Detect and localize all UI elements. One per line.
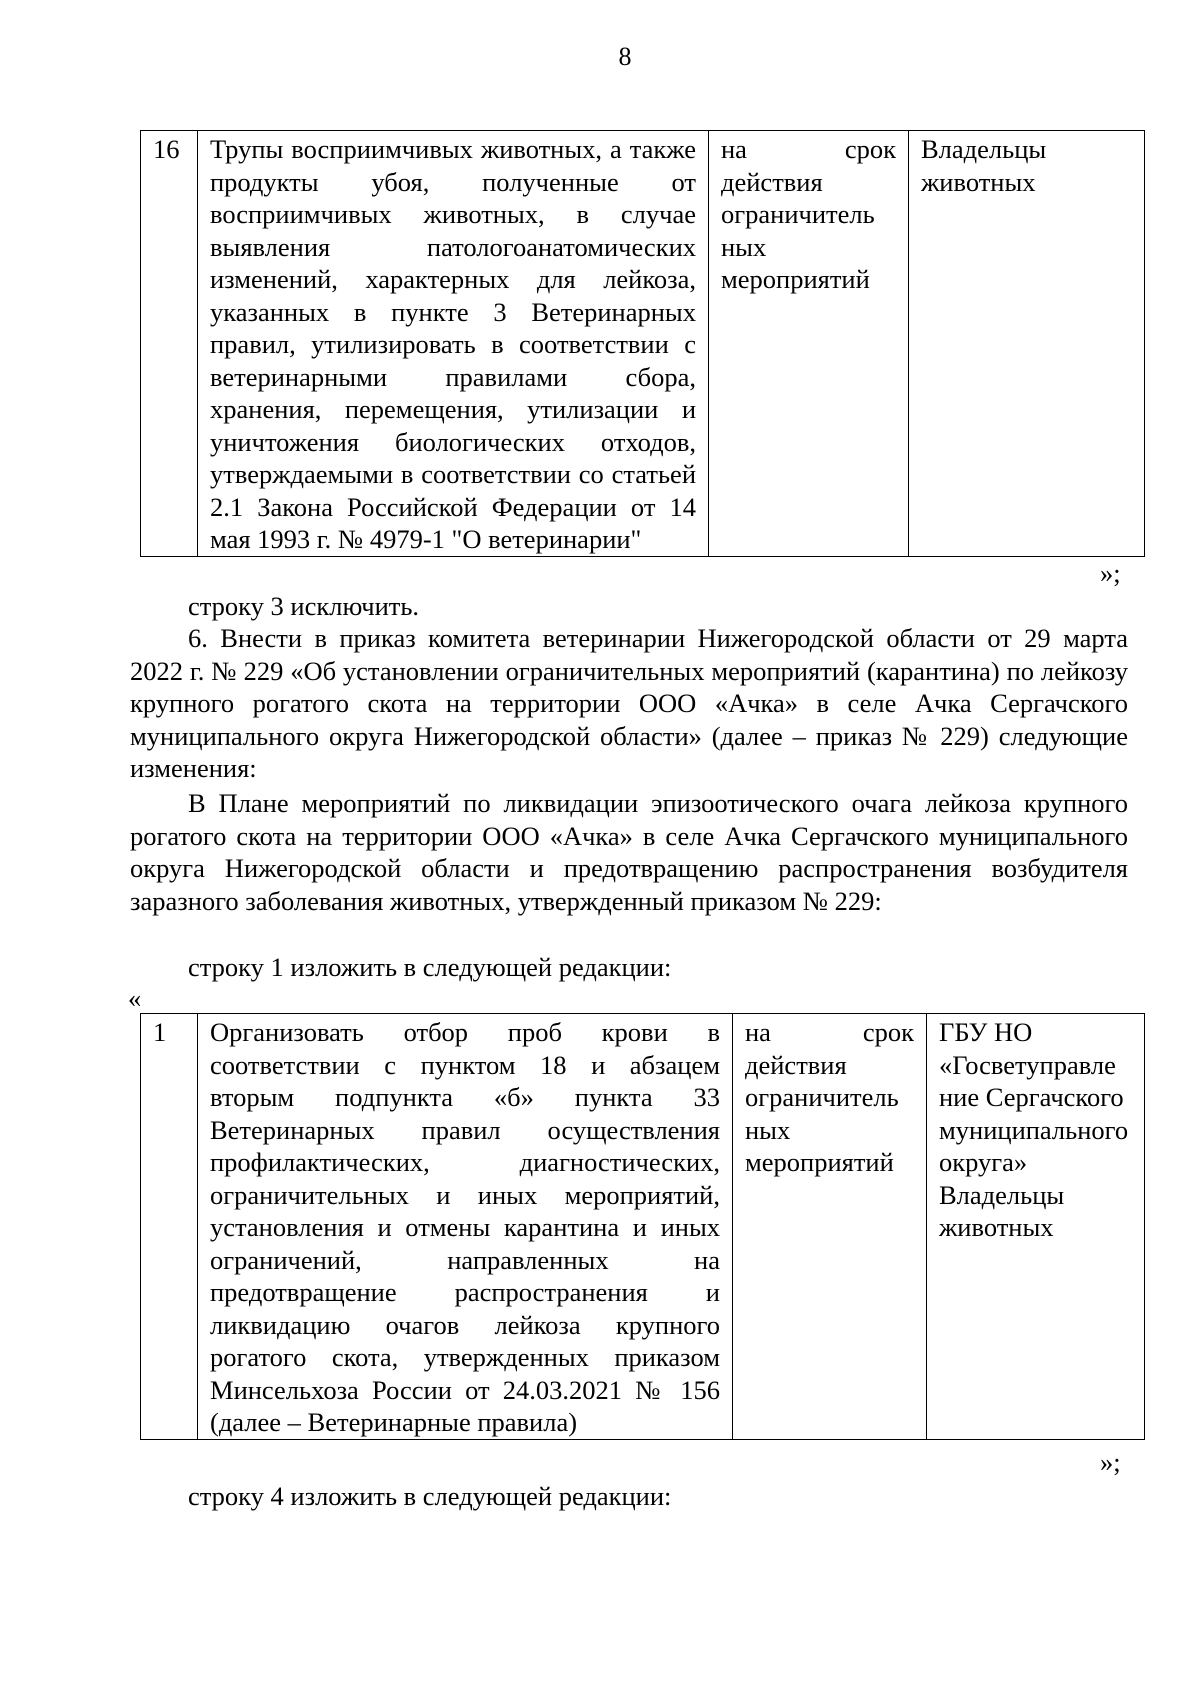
measure-cell: Трупы восприимчивых животных, а также продукты убоя, полученные от восприимчивых животных, в случае выявления патологоанатомических изменений, характерных для лейкоза, указанных в пункте 3 Ветеринарных правил, утилизировать в соответствии с ветеринарными правилами сбора, хранения, перемещения, утилизации и уничтожения биологических отходов, утверждаемыми в соответствии со статьей 2.1 Закона Российской Федерации от 14 мая 1993 г. № 4979-1 "О ветеринарии" (198, 131, 709, 557)
page-number: 8 (618, 42, 632, 71)
responsible-cell: ГБУ НО «Госветуправле ние Сергачского муниципального округа» Владельцы животных (927, 1014, 1145, 1440)
term-cell: на срок действия ограничитель ных мероприятий (709, 131, 909, 557)
closing-quote: »; (1100, 558, 1121, 588)
table-row (141, 1014, 1145, 1440)
paragraph-row-4-instruction: строку 4 изложить в следующей редакции: (188, 1481, 672, 1511)
paragraph-amend-order-229: 6. Внести в приказ комитета ветеринарии Нижегородской области от 29 марта 2022 г. № 229 «Об установлении ограничительных мероприятий (карантина) по лейкозу крупного рогатого скота на территории ООО «Ачка» в селе Ачка Сергачского муниципального округа Нижегородской области» (далее – приказ № 229) следующие изменения: (130, 623, 1128, 783)
measure-cell: Организовать отбор проб крови в соответствии с пунктом 18 и абзацем вторым подпункта «б» пункта 33 Ветеринарных правил осуществления профилактических, диагностических, ограничительных и иных мероприятий, установления и отмены карантина и иных ограничений, направленных на предотвращение распространения и ликвидацию очагов лейкоза крупного рогатого скота, утвержденных приказом Минсельхоза России от 24.03.2021 № 156 (далее – Ветеринарные правила) (198, 1014, 733, 1440)
responsible-cell: Владельцы животных (909, 131, 1145, 557)
closing-quote: »; (1100, 1447, 1121, 1477)
table-row (141, 131, 1145, 557)
row-number-cell: 16 (141, 131, 198, 557)
plan-table-fragment (140, 130, 1145, 557)
plan-table-fragment (140, 1013, 1145, 1440)
paragraph-row-1-instruction: строку 1 изложить в следующей редакции: (188, 952, 672, 982)
paragraph-plan-reference: В Плане мероприятий по ликвидации эпизоотического очага лейкоза крупного рогатого скота на территории ООО «Ачка» в селе Ачка Сергачского муниципального округа Нижегородской области и предотвращению распространения возбудителя заразного заболевания животных, утвержденный приказом № 229: (130, 788, 1128, 916)
term-cell: на срок действия ограничитель ных мероприятий (733, 1014, 927, 1440)
paragraph-delete-row-3: строку 3 исключить. (188, 591, 420, 621)
opening-quote: « (128, 983, 142, 1013)
row-number-cell: 1 (141, 1014, 198, 1440)
